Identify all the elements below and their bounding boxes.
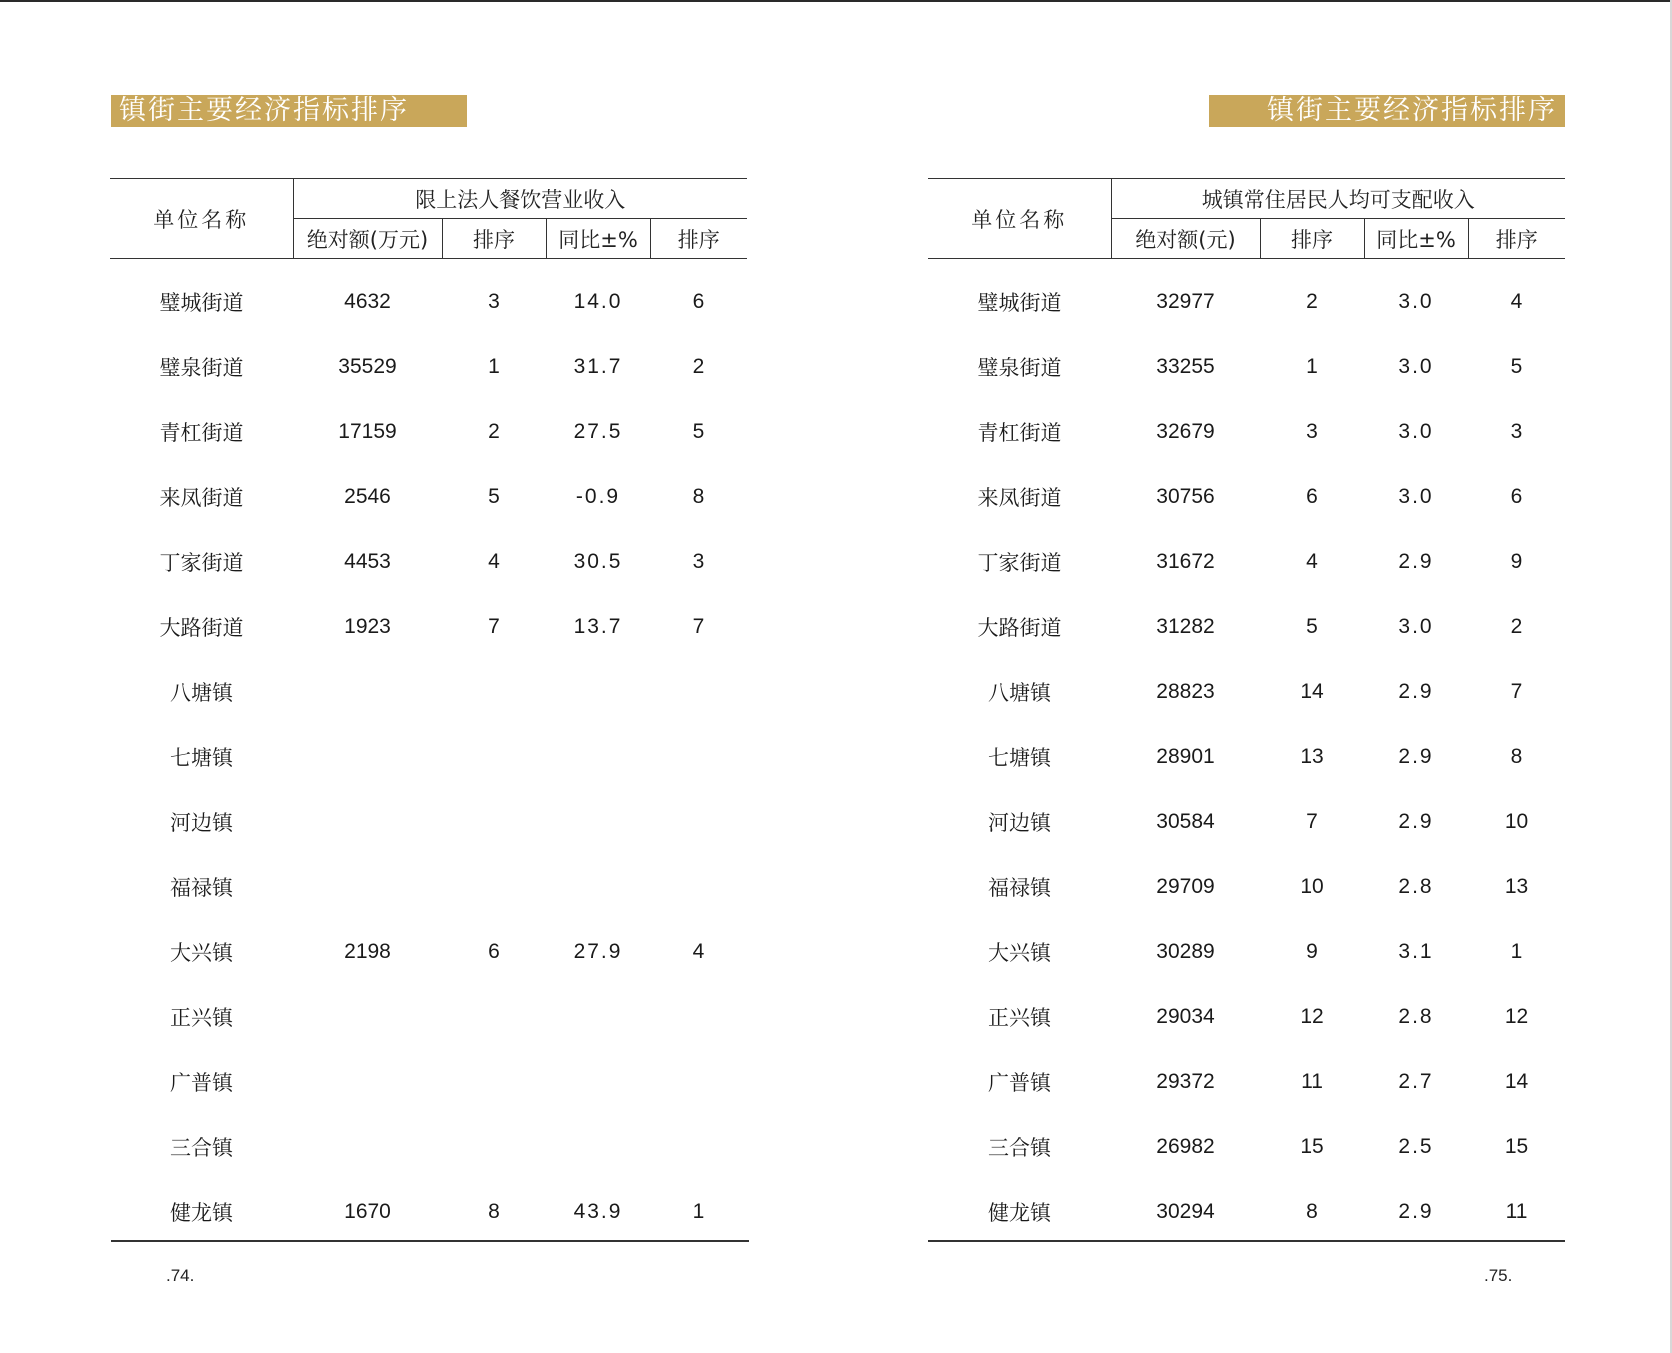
left-page [110,0,770,1353]
rank-cell: 10 [1300,874,1324,898]
row-name-cell: 河边镇 [170,810,233,835]
yoy-change-cell: 2.9 [1398,549,1434,573]
column-header-absolute: 绝对额(万元) [293,219,442,259]
yoy-change-cell: 3.0 [1398,354,1434,378]
yoy-change-cell: 27.9 [573,939,623,963]
table-body [110,259,747,1245]
column-header-rank: 排序 [1260,219,1364,259]
table-row [110,724,747,789]
section-banner: 镇街主要经济指标排序 [1209,95,1565,127]
yoy-rank-cell: 5 [692,419,705,443]
table-row [110,464,747,529]
rank-cell: 5 [1306,614,1318,638]
unit-name-header: 单位名称 [110,179,293,259]
yoy-rank-cell [650,854,747,919]
column-header-absolute: 绝对额(元) [1111,219,1260,259]
yoy-rank-cell [650,724,747,789]
row-name-cell: 七塘镇 [988,745,1051,770]
row-name-cell: 健龙镇 [988,1200,1051,1225]
rank-cell [442,1114,546,1179]
absolute-value-cell: 35529 [338,354,397,378]
yoy-rank-cell: 14 [1504,1069,1529,1093]
row-name-cell: 正兴镇 [988,1005,1051,1030]
yoy-change-cell: 2.7 [1398,1069,1434,1093]
yoy-change-cell: 3.0 [1398,484,1434,508]
yoy-rank-cell: 9 [1510,549,1523,573]
rank-cell: 8 [1306,1199,1318,1223]
table-row [928,984,1565,1049]
table-bottom-rule [928,1240,1565,1242]
row-name-cell: 来凤街道 [159,485,244,510]
yoy-rank-cell: 7 [1510,679,1523,703]
absolute-value-cell: 30294 [1156,1199,1215,1223]
yoy-change-cell: 2.9 [1398,809,1434,833]
row-name-cell: 璧城街道 [159,290,244,315]
table-row [928,399,1565,464]
row-name-cell: 健龙镇 [170,1200,233,1225]
rank-cell: 15 [1300,1134,1324,1158]
absolute-value-cell: 2546 [344,484,391,508]
absolute-value-cell: 29372 [1156,1069,1215,1093]
rank-cell [442,854,546,919]
yoy-change-cell: 2.9 [1398,679,1434,703]
row-name-cell: 大路街道 [159,615,244,640]
yoy-rank-cell: 6 [1510,484,1523,508]
absolute-value-cell: 28901 [1156,744,1215,768]
rank-cell: 5 [488,484,500,508]
absolute-value-cell: 29709 [1156,874,1215,898]
column-header-yoy-rank: 排序 [650,219,747,259]
table-row [110,1179,747,1244]
rank-cell: 7 [488,614,500,638]
yoy-change-cell [546,789,650,854]
table-row [928,1114,1565,1179]
absolute-value-cell: 32679 [1156,419,1215,443]
yoy-rank-cell: 12 [1504,1004,1529,1028]
row-name-cell: 璧泉街道 [159,355,244,380]
table-row [110,529,747,594]
yoy-change-cell: -0.9 [575,484,621,508]
row-name-cell: 福禄镇 [988,875,1051,900]
yoy-change-cell [546,724,650,789]
yoy-rank-cell [650,659,747,724]
row-name-cell: 大路街道 [977,615,1062,640]
yoy-change-cell: 2.9 [1398,744,1434,768]
table-row [928,259,1565,335]
right-page [928,0,1588,1353]
absolute-value-cell: 2198 [344,939,391,963]
yoy-rank-cell: 2 [1510,614,1523,638]
rank-cell: 4 [488,549,500,573]
yoy-change-cell: 3.0 [1398,419,1434,443]
yoy-rank-cell: 5 [1510,354,1523,378]
yoy-rank-cell: 2 [692,354,705,378]
rank-cell: 7 [1306,809,1318,833]
absolute-value-cell: 4453 [344,549,391,573]
table-row [110,1049,747,1114]
absolute-value-cell [293,659,442,724]
column-header-rank: 排序 [442,219,546,259]
rank-cell: 14 [1300,679,1324,703]
absolute-value-cell: 31282 [1156,614,1215,638]
row-name-cell: 八塘镇 [988,680,1051,705]
rank-cell: 11 [1301,1069,1323,1093]
table-row [110,259,747,335]
rank-cell: 8 [488,1199,500,1223]
absolute-value-cell: 33255 [1156,354,1215,378]
table-row [928,529,1565,594]
table-row [110,854,747,919]
table-row [928,334,1565,399]
absolute-value-cell [293,1114,442,1179]
absolute-value-cell [293,1049,442,1114]
table-row [110,919,747,984]
table-row [928,464,1565,529]
yoy-rank-cell: 7 [692,614,705,638]
row-name-cell: 正兴镇 [170,1005,233,1030]
yoy-rank-cell: 3 [692,549,705,573]
indicator-group-header: 城镇常住居民人均可支配收入 [1111,179,1565,219]
rank-cell: 4 [1306,549,1318,573]
yoy-rank-cell: 8 [692,484,705,508]
absolute-value-cell [293,724,442,789]
rank-cell: 2 [488,419,500,443]
row-name-cell: 八塘镇 [170,680,233,705]
catering-revenue-table [110,178,747,1244]
yoy-change-cell: 27.5 [573,419,623,443]
column-header-yoy: 同比±% [546,219,650,259]
absolute-value-cell: 1670 [344,1199,391,1223]
rank-cell [442,659,546,724]
row-name-cell: 广普镇 [988,1070,1051,1095]
table-row [110,1114,747,1179]
yoy-change-cell: 2.8 [1398,1004,1434,1028]
absolute-value-cell [293,789,442,854]
rank-cell: 9 [1306,939,1318,963]
rank-cell: 12 [1300,1004,1324,1028]
table-row [110,594,747,659]
table-row [928,724,1565,789]
row-name-cell: 来凤街道 [977,485,1062,510]
yoy-rank-cell: 4 [1510,289,1523,313]
yoy-change-cell [546,854,650,919]
absolute-value-cell: 28823 [1156,679,1215,703]
rank-cell: 1 [488,354,500,378]
rank-cell: 6 [488,939,500,963]
yoy-change-cell [546,659,650,724]
yoy-change-cell: 14.0 [573,289,623,313]
row-name-cell: 七塘镇 [170,745,233,770]
column-header-yoy: 同比±% [1364,219,1468,259]
absolute-value-cell: 32977 [1156,289,1215,313]
row-name-cell: 璧泉街道 [977,355,1062,380]
yoy-change-cell: 2.5 [1398,1134,1434,1158]
absolute-value-cell: 31672 [1156,549,1215,573]
table-row [928,789,1565,854]
rank-cell: 3 [488,289,500,313]
rank-cell: 13 [1300,744,1324,768]
table-row [928,919,1565,984]
table-row [928,854,1565,919]
absolute-value-cell: 26982 [1156,1134,1215,1158]
yoy-change-cell: 2.9 [1398,1199,1434,1223]
absolute-value-cell: 29034 [1156,1004,1215,1028]
table-row [110,789,747,854]
row-name-cell: 丁家街道 [977,550,1062,575]
table-row [110,659,747,724]
yoy-rank-cell: 1 [1510,939,1523,963]
absolute-value-cell: 30289 [1156,939,1215,963]
row-name-cell: 丁家街道 [159,550,244,575]
table-bottom-rule [111,1240,749,1242]
row-name-cell: 三合镇 [988,1135,1051,1160]
row-name-cell: 青杠街道 [977,420,1062,445]
page-number: .75. [1484,1266,1513,1285]
yoy-rank-cell: 13 [1504,874,1529,898]
table-row [928,594,1565,659]
page-number: .74. [166,1266,195,1285]
table-row [928,659,1565,724]
row-name-cell: 河边镇 [988,810,1051,835]
row-name-cell: 大兴镇 [170,940,233,965]
unit-name-header: 单位名称 [928,179,1111,259]
table-row [928,1049,1565,1114]
table-row [110,984,747,1049]
yoy-change-cell: 13.7 [573,614,623,638]
yoy-change-cell: 2.8 [1398,874,1434,898]
table-body [928,259,1565,1245]
absolute-value-cell: 30756 [1156,484,1215,508]
indicator-group-header: 限上法人餐饮营业收入 [293,179,747,219]
row-name-cell: 青杠街道 [159,420,244,445]
yoy-rank-cell: 8 [1510,744,1523,768]
absolute-value-cell [293,854,442,919]
yoy-rank-cell [650,1049,747,1114]
yoy-change-cell: 3.0 [1398,614,1434,638]
absolute-value-cell [293,984,442,1049]
yoy-change-cell: 43.9 [573,1199,623,1223]
table-row [928,1179,1565,1244]
rank-cell: 3 [1306,419,1318,443]
table-row [110,334,747,399]
disposable-income-table [928,178,1565,1244]
row-name-cell: 大兴镇 [988,940,1051,965]
column-header-yoy-rank: 排序 [1468,219,1565,259]
rank-cell: 2 [1306,289,1318,313]
rank-cell [442,789,546,854]
row-name-cell: 广普镇 [170,1070,233,1095]
absolute-value-cell: 4632 [344,289,391,313]
absolute-value-cell: 1923 [344,614,391,638]
yoy-change-cell [546,1049,650,1114]
rank-cell: 6 [1306,484,1318,508]
row-name-cell: 三合镇 [170,1135,233,1160]
rank-cell [442,1049,546,1114]
yoy-change-cell: 31.7 [573,354,623,378]
yoy-rank-cell: 3 [1510,419,1523,443]
yoy-change-cell: 3.0 [1398,289,1434,313]
yoy-rank-cell: 10 [1504,809,1529,833]
yoy-change-cell [546,1114,650,1179]
yoy-rank-cell [650,984,747,1049]
rank-cell: 1 [1306,354,1318,378]
row-name-cell: 璧城街道 [977,290,1062,315]
yoy-change-cell: 30.5 [573,549,623,573]
yoy-rank-cell [650,1114,747,1179]
row-name-cell: 福禄镇 [170,875,233,900]
yoy-rank-cell: 4 [692,939,705,963]
rank-cell [442,984,546,1049]
rank-cell [442,724,546,789]
yoy-rank-cell: 6 [692,289,705,313]
absolute-value-cell: 30584 [1156,809,1215,833]
section-banner: 镇街主要经济指标排序 [111,95,467,127]
table-row [110,399,747,464]
yoy-rank-cell: 1 [692,1199,705,1223]
yoy-rank-cell [650,789,747,854]
yoy-rank-cell: 15 [1504,1134,1529,1158]
yoy-change-cell: 3.1 [1398,939,1434,963]
yoy-change-cell [546,984,650,1049]
absolute-value-cell: 17159 [338,419,397,443]
yoy-rank-cell: 11 [1505,1199,1528,1223]
